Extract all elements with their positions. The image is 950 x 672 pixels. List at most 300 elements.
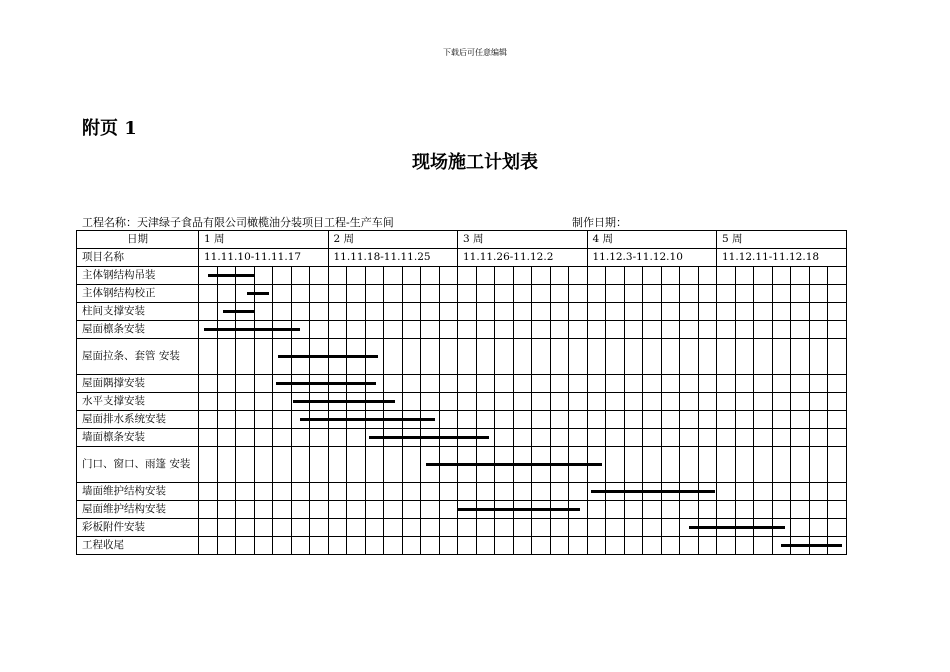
day-cell [476,321,495,339]
day-cell [384,267,403,285]
task-bar [278,355,378,358]
day-cell [809,267,828,285]
day-cell [624,429,643,447]
day-cell [791,519,810,537]
day-cell [402,285,421,303]
day-cell [550,483,569,501]
task-name: 墙面檩条安装 [77,429,199,447]
day-cell [421,339,440,375]
day-cell [310,321,329,339]
day-cell [532,321,551,339]
day-cell [717,321,736,339]
day-cell [791,429,810,447]
day-cell [569,339,588,375]
week-label: 4 周 [587,231,717,249]
day-cell [458,285,477,303]
day-cell [217,411,236,429]
day-cell [624,267,643,285]
day-cell [495,339,514,375]
day-cell [532,411,551,429]
day-cell [421,537,440,555]
day-cell [254,267,273,285]
day-cell [217,447,236,483]
day-cell [199,483,218,501]
day-cell [384,285,403,303]
day-cell [236,375,255,393]
day-cell [550,537,569,555]
day-cell [587,393,606,411]
day-cell [661,429,680,447]
task-bar [781,544,842,547]
day-cell [458,375,477,393]
day-cell [661,285,680,303]
day-cell [809,339,828,375]
day-cell [661,411,680,429]
day-cell [328,519,347,537]
day-cell [402,501,421,519]
day-cell [291,285,310,303]
day-cell [587,411,606,429]
day-cell [328,429,347,447]
day-cell [772,411,791,429]
day-cell [680,375,699,393]
day-cell [754,339,773,375]
day-cell [661,339,680,375]
day-cell [217,339,236,375]
day-cell [550,429,569,447]
day-cell [217,501,236,519]
day-cell [717,501,736,519]
item-header: 项目名称 [77,249,199,267]
day-cell [754,411,773,429]
day-cell [421,375,440,393]
day-cell [513,339,532,375]
task-name: 柱间支撑安装 [77,303,199,321]
day-cell [458,303,477,321]
day-cell [532,267,551,285]
day-cell [476,303,495,321]
task-name: 彩板附件安装 [77,519,199,537]
day-cell [550,267,569,285]
day-cell [643,303,662,321]
day-cell [661,375,680,393]
day-cell [236,519,255,537]
task-row [77,321,847,339]
task-name: 主体钢结构吊装 [77,267,199,285]
day-cell [698,267,717,285]
day-cell [754,393,773,411]
day-cell [495,285,514,303]
day-cell [421,267,440,285]
day-cell [384,375,403,393]
day-cell [328,483,347,501]
day-cell [402,303,421,321]
day-cell [698,339,717,375]
day-cell [754,537,773,555]
task-name: 屋面维护结构安装 [77,501,199,519]
day-cell [791,375,810,393]
day-cell [254,393,273,411]
day-cell [587,501,606,519]
day-cell [310,447,329,483]
task-row [77,303,847,321]
day-cell [310,267,329,285]
day-cell [532,339,551,375]
day-cell [809,447,828,483]
day-cell [569,519,588,537]
day-cell [680,537,699,555]
day-cell [254,483,273,501]
day-cell [606,267,625,285]
day-cell [199,411,218,429]
task-bar [426,463,602,466]
day-cell [513,537,532,555]
day-cell [809,483,828,501]
day-cell [643,339,662,375]
day-cell [513,393,532,411]
task-name: 屋面檩条安装 [77,321,199,339]
day-cell [680,267,699,285]
day-cell [698,303,717,321]
day-cell [495,303,514,321]
day-cell [402,375,421,393]
week-label: 5 周 [717,231,847,249]
day-cell [680,501,699,519]
day-cell [421,501,440,519]
day-cell [828,483,847,501]
day-cell [828,321,847,339]
day-cell [587,285,606,303]
day-cell [772,501,791,519]
day-cell [828,303,847,321]
day-cell [680,411,699,429]
day-cell [439,303,458,321]
day-cell [273,483,292,501]
day-cell [643,375,662,393]
day-cell [476,483,495,501]
day-cell [735,321,754,339]
day-cell [365,285,384,303]
day-cell [606,393,625,411]
day-cell [384,537,403,555]
day-cell [587,537,606,555]
day-cell [495,321,514,339]
day-cell [347,429,366,447]
task-name: 墙面维护结构安装 [77,483,199,501]
day-cell [421,483,440,501]
task-bar [204,328,300,331]
day-cell [680,303,699,321]
day-cell [365,537,384,555]
day-cell [365,483,384,501]
day-cell [236,501,255,519]
day-cell [624,339,643,375]
day-cell [217,393,236,411]
day-cell [717,411,736,429]
day-cell [199,537,218,555]
task-name: 水平支撑安装 [77,393,199,411]
day-cell [384,519,403,537]
day-cell [624,501,643,519]
task-name: 工程收尾 [77,537,199,555]
day-cell [199,447,218,483]
day-cell [569,411,588,429]
appendix-label: 附页 1 [82,118,137,139]
day-cell [365,447,384,483]
day-cell [606,537,625,555]
day-cell [476,285,495,303]
day-cell [661,501,680,519]
day-cell [717,429,736,447]
day-cell [717,483,736,501]
day-cell [643,285,662,303]
day-cell [606,303,625,321]
day-cell [495,537,514,555]
day-cell [439,393,458,411]
day-cell [236,393,255,411]
day-cell [254,375,273,393]
day-cell [236,483,255,501]
day-cell [680,321,699,339]
day-cell [828,447,847,483]
day-cell [698,285,717,303]
day-cell [643,393,662,411]
day-cell [495,519,514,537]
day-cell [476,339,495,375]
day-cell [680,393,699,411]
day-cell [698,429,717,447]
day-cell [550,285,569,303]
day-cell [254,447,273,483]
task-row [77,267,847,285]
day-cell [643,519,662,537]
day-cell [532,303,551,321]
day-cell [273,537,292,555]
day-cell [735,537,754,555]
day-cell [717,267,736,285]
day-cell [310,285,329,303]
task-bar [276,382,376,385]
day-cell [365,501,384,519]
day-cell [809,429,828,447]
day-cell [328,321,347,339]
day-cell [347,267,366,285]
schedule-table [76,230,847,555]
day-cell [772,429,791,447]
day-cell [809,303,828,321]
day-cell [476,519,495,537]
day-cell [661,303,680,321]
day-cell [291,303,310,321]
day-cell [217,519,236,537]
day-cell [402,483,421,501]
task-name: 屋面排水系统安装 [77,411,199,429]
day-cell [698,321,717,339]
day-cell [310,303,329,321]
day-cell [236,411,255,429]
day-cell [587,375,606,393]
day-cell [698,393,717,411]
day-cell [717,339,736,375]
day-cell [735,285,754,303]
day-cell [402,321,421,339]
task-row [77,483,847,501]
day-cell [365,519,384,537]
day-cell [643,501,662,519]
day-cell [624,375,643,393]
week-label: 2 周 [328,231,458,249]
day-cell [643,267,662,285]
day-cell [199,429,218,447]
day-cell [254,537,273,555]
day-cell [698,501,717,519]
day-cell [661,267,680,285]
day-cell [458,519,477,537]
day-cell [754,483,773,501]
day-cell [661,447,680,483]
day-cell [791,393,810,411]
day-cell [606,501,625,519]
task-bar [247,292,269,295]
day-cell [532,429,551,447]
day-cell [680,447,699,483]
week-range: 11.11.26-11.12.2 [458,249,588,267]
day-cell [606,285,625,303]
day-cell [569,267,588,285]
day-cell [291,483,310,501]
day-cell [458,411,477,429]
day-cell [291,519,310,537]
day-cell [643,447,662,483]
day-cell [791,285,810,303]
day-cell [347,285,366,303]
day-cell [735,429,754,447]
day-cell [310,537,329,555]
day-cell [476,411,495,429]
week-range: 11.12.3-11.12.10 [587,249,717,267]
day-cell [236,447,255,483]
day-cell [772,483,791,501]
day-cell [772,267,791,285]
day-cell [310,429,329,447]
day-cell [439,519,458,537]
day-cell [569,375,588,393]
day-cell [809,519,828,537]
day-cell [495,483,514,501]
day-cell [291,267,310,285]
day-cell [569,429,588,447]
task-name: 主体钢结构校正 [77,285,199,303]
day-cell [532,393,551,411]
day-cell [291,501,310,519]
day-cell [513,429,532,447]
day-cell [828,339,847,375]
task-row [77,339,847,375]
day-cell [735,393,754,411]
day-cell [791,447,810,483]
day-cell [365,267,384,285]
day-cell [199,339,218,375]
day-cell [624,519,643,537]
day-cell [384,303,403,321]
day-cell [217,537,236,555]
day-cell [291,429,310,447]
task-row [77,375,847,393]
day-cell [365,321,384,339]
day-cell [643,429,662,447]
day-cell [735,375,754,393]
day-cell [476,375,495,393]
day-cell [476,537,495,555]
day-cell [754,429,773,447]
day-cell [439,411,458,429]
day-cell [532,519,551,537]
day-cell [199,393,218,411]
week-range: 11.12.11-11.12.18 [717,249,847,267]
day-cell [569,285,588,303]
day-cell [754,267,773,285]
day-cell [624,285,643,303]
day-cell [828,267,847,285]
date-label: 制作日期： [572,216,627,229]
day-cell [199,375,218,393]
day-cell [439,483,458,501]
day-cell [735,267,754,285]
day-cell [347,519,366,537]
day-cell [273,501,292,519]
task-row [77,285,847,303]
week-label: 3 周 [458,231,588,249]
day-cell [217,429,236,447]
day-cell [624,321,643,339]
day-cell [624,537,643,555]
day-cell [698,447,717,483]
day-cell [365,303,384,321]
day-cell [606,519,625,537]
day-cell [791,303,810,321]
day-cell [569,393,588,411]
day-cell [273,429,292,447]
day-cell [772,321,791,339]
day-cell [384,483,403,501]
day-cell [384,321,403,339]
day-cell [402,393,421,411]
day-cell [402,267,421,285]
day-cell [513,321,532,339]
day-cell [476,393,495,411]
day-cell [680,285,699,303]
day-cell [439,339,458,375]
day-cell [273,519,292,537]
day-cell [217,375,236,393]
day-cell [772,447,791,483]
day-cell [291,447,310,483]
day-cell [809,285,828,303]
day-cell [254,501,273,519]
day-cell [513,285,532,303]
day-cell [347,537,366,555]
day-cell [791,339,810,375]
day-cell [550,303,569,321]
day-cell [772,303,791,321]
day-cell [828,375,847,393]
day-cell [495,393,514,411]
day-cell [476,267,495,285]
day-cell [495,267,514,285]
day-cell [735,483,754,501]
day-cell [754,501,773,519]
day-cell [643,537,662,555]
